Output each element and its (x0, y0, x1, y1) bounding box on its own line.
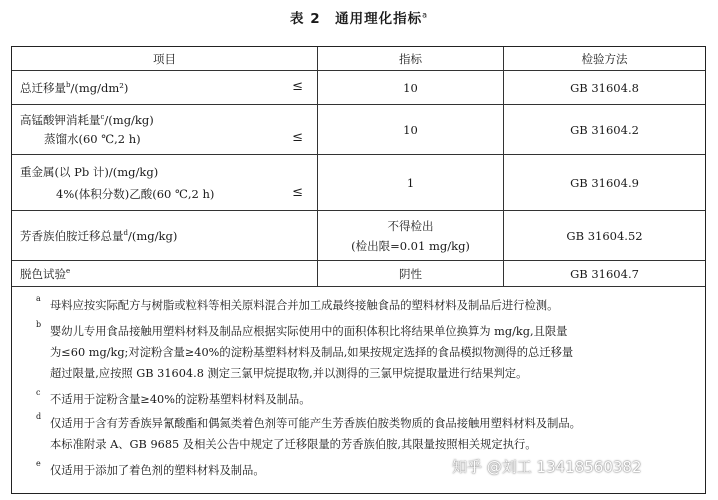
note-b-line-2: 为≤60 mg/kg;对淀粉含量≥40%的淀粉基塑料材料及制品,如果按规定选择的食品模拟物测得的总迁移量 (50, 346, 574, 359)
row-method: GB 31604.8 (570, 80, 639, 95)
row-label: 高锰酸钾消耗量$^c$/(mg/kg) (20, 113, 154, 127)
note-b-line-3: 超过限量,应按照 GB 31604.8 测定三氯甲烷提取物,并以测得的三氯甲烷提取量进行结果判定。 (50, 367, 528, 380)
leq-symbol: ≤ (292, 79, 303, 94)
row-sublabel: 4%(体积分数)乙酸(60 ℃,2 h) (56, 187, 215, 201)
table-row (12, 71, 705, 105)
note-d-line-2: 本标准附录 A、GB 9685 及相关公告中规定了迁移限量的芳香族伯胺,其限量按照相关规定执行。 (50, 438, 537, 451)
row-label: 总迁移量$^b$/(mg/dm²) (20, 81, 129, 95)
row-value: 不得检出 (387, 219, 434, 233)
row-label: 重金属(以 Pb 计)/(mg/kg) (20, 165, 159, 179)
table-header-row (12, 47, 705, 71)
watermark: 知乎 @刘工 13418560382 (452, 458, 642, 476)
leq-symbol: ≤ (292, 185, 303, 200)
row-sublabel: 蒸馏水(60 ℃,2 h) (44, 132, 141, 146)
row-method: GB 31604.9 (570, 175, 639, 190)
table-row (12, 105, 705, 155)
header-indicator: 指标 (399, 51, 422, 66)
note-e: e 仅适用于添加了着色剂的塑料材料及制品。 (36, 459, 265, 477)
row-label: 芳香族伯胺迁移总量$^d$/(mg/kg) (20, 229, 178, 243)
table-row (12, 155, 705, 211)
note-c: c 不适用于淀粉含量≥40%的淀粉基塑料材料及制品。 (36, 388, 311, 406)
header-method: 检验方法 (581, 51, 628, 66)
note-b: b 婴幼儿专用食品接触用塑料材料及制品应根据实际使用中的面积体积比将结果单位换算为 mg/kg,且限量 (36, 320, 568, 338)
row-method: GB 31604.52 (566, 228, 643, 243)
note-a: a 母料应按实际配方与树脂或粒料等相关原料混合并加工成最终接触食品的塑料材料及制品后进行检测。 (36, 294, 559, 312)
row-method: GB 31604.7 (570, 266, 639, 281)
table-row (12, 261, 705, 287)
leq-symbol: ≤ (292, 130, 303, 145)
row-value: 阴性 (399, 266, 422, 281)
row-value-detection-limit: (检出限=0.01 mg/kg) (351, 239, 470, 253)
note-d: d 仅适用于含有芳香族异氰酸酯和偶氮类着色剂等可能产生芳香族伯胺类物质的食品接触用塑料材料及制品。 (36, 412, 581, 430)
row-method: GB 31604.2 (570, 122, 639, 137)
header-item: 项目 (153, 51, 176, 66)
physicochemical-table (11, 46, 706, 494)
row-value: 10 (403, 80, 418, 95)
table-title: 表 2 通用理化指标$^a$ (290, 10, 428, 27)
row-value: 10 (403, 122, 418, 137)
row-label: 脱色试验$^e$ (20, 267, 71, 281)
table-row (12, 211, 705, 261)
row-value: 1 (406, 175, 415, 190)
